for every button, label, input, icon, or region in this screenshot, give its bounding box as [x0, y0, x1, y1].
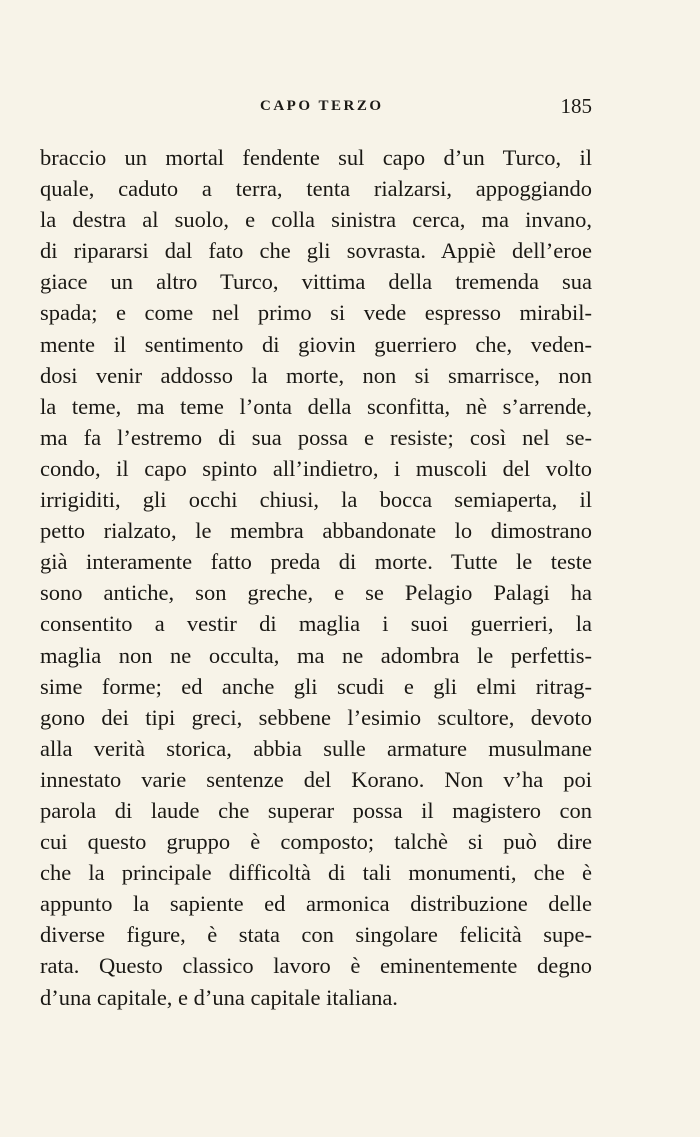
text-line: giace un altro Turco, vittima della tremenda sua [40, 269, 592, 295]
text-line: maglia non ne occulta, ma ne adombra le perfettis- [40, 642, 592, 668]
running-head: CAPO TERZO [260, 98, 384, 114]
text-line: di ripararsi dal fato che gli sovrasta. Appiè dell’eroe [40, 238, 592, 264]
text-line: la teme, ma teme l’onta della sconfitta, nè s’arrende, [40, 393, 592, 419]
text-line: ma fa l’estremo di sua possa e resiste; così nel se- [40, 424, 592, 450]
text-line: diverse figure, è stata con singolare felicità supe- [40, 922, 592, 948]
text-line: irrigiditi, gli occhi chiusi, la bocca semiaperta, il [40, 487, 592, 513]
text-line: petto rialzato, le membra abbandonate lo dimostrano [40, 518, 592, 544]
text-line: la destra al suolo, e colla sinistra cerca, ma invano, [40, 207, 592, 233]
text-line: alla verità storica, abbia sulle armature musulmane [40, 735, 592, 761]
text-line: dosi venir addosso la morte, non si smarrisce, non [40, 362, 592, 388]
text-line: consentito a vestir di maglia i suoi guerrieri, la [40, 611, 592, 637]
text-line: mente il sentimento di giovin guerriero che, veden- [40, 331, 592, 357]
text-line: braccio un mortal fendente sul capo d’un Turco, il [40, 145, 592, 170]
text-line: gono dei tipi greci, sebbene l’esimio scultore, devoto [40, 704, 592, 730]
text-line: che la principale difficoltà di tali monumenti, che è [40, 860, 592, 886]
text-line: già interamente fatto preda di morte. Tutte le teste [40, 549, 592, 575]
page-number: 185 [560, 94, 592, 118]
text-line: quale, caduto a terra, tenta rialzarsi, appoggiando [40, 176, 592, 202]
text-line: innestato varie sentenze del Korano. Non v’ha poi [40, 766, 592, 792]
text-line: parola di laude che superar possa il magistero con [40, 797, 592, 823]
text-line: condo, il capo spinto all’indietro, i muscoli del volto [40, 455, 592, 481]
text-line: sime forme; ed anche gli scudi e gli elmi ritrag- [40, 673, 592, 699]
text-line: cui questo gruppo è composto; talchè si può dire [40, 829, 592, 855]
text-line: rata. Questo classico lavoro è eminentemente degno [40, 953, 592, 979]
body-text [40, 142, 592, 1013]
text-line: d’una capitale, e d’una capitale italiana. [40, 984, 398, 1010]
text-line: appunto la sapiente ed armonica distribuzione delle [40, 891, 592, 917]
text-line: sono antiche, son greche, e se Pelagio Palagi ha [40, 580, 592, 606]
text-line: spada; e come nel primo si vede espresso mirabil- [40, 300, 592, 326]
